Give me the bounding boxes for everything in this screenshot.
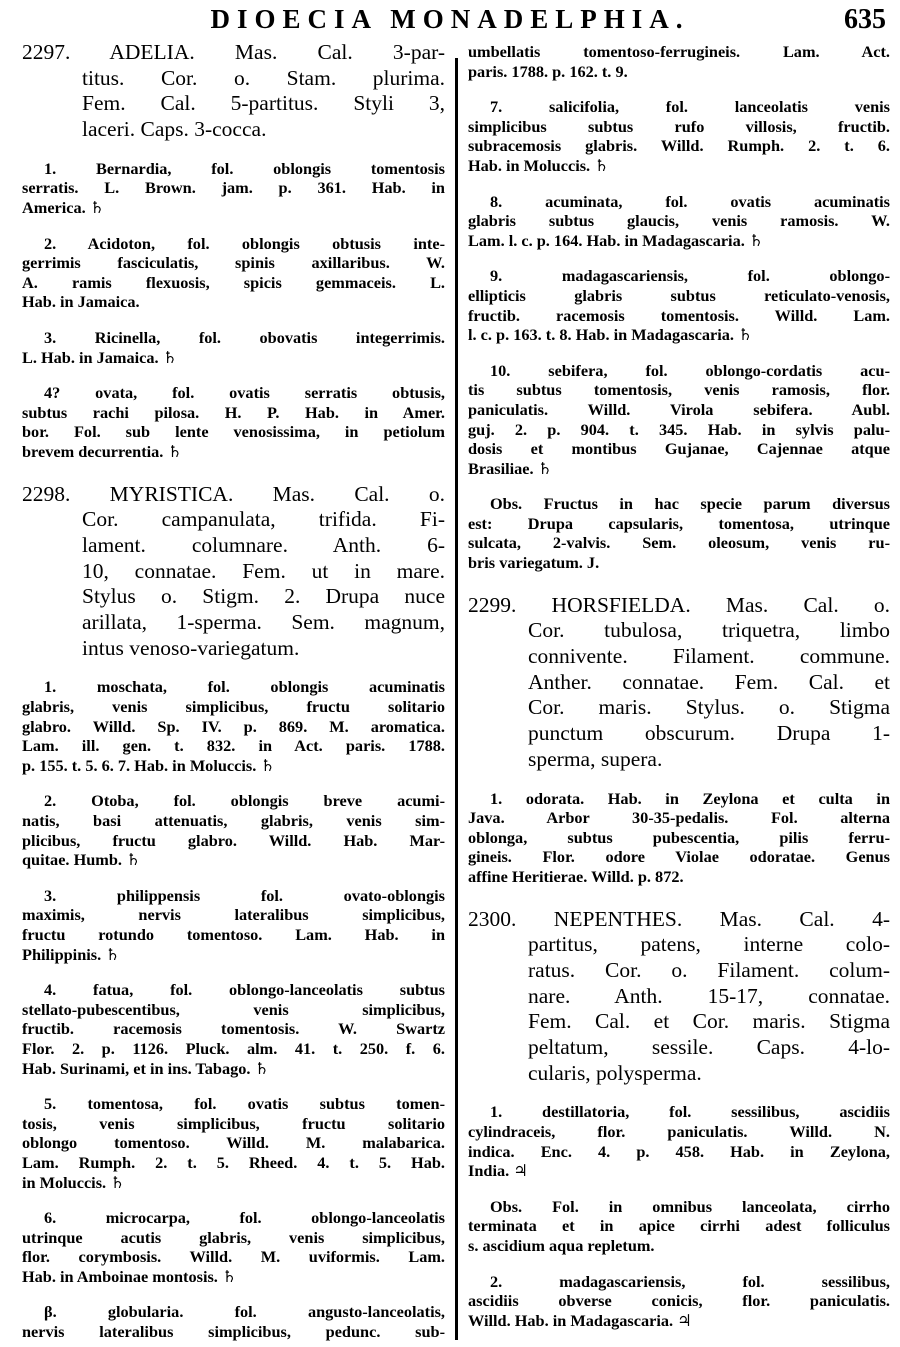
text-line: 2. madagascariensis, fol. sessilibus, <box>490 1271 890 1291</box>
text-line: ratus. Cor. o. Filament. colum- <box>528 957 890 982</box>
text-line: Cor. maris. Stylus. o. Stigma <box>528 695 890 720</box>
text-line: glabro. Willd. Sp. IV. p. 869. M. aromatica. <box>22 716 445 736</box>
species-entry <box>22 791 445 869</box>
text-line: 2300. NEPENTHES. Mas. Cal. 4- <box>468 906 890 931</box>
text-line: 2297. ADELIA. Mas. Cal. 3-par- <box>22 40 445 64</box>
text-line: umbellatis tomentoso-ferrugineis. Lam. Act. <box>468 42 890 61</box>
text-line: 2. Otoba, fol. oblongis breve acumi- <box>44 791 445 811</box>
species-entry <box>22 1094 445 1192</box>
text-line: nare. Anth. 15-17, connatae. <box>528 983 890 1008</box>
left-column <box>22 40 445 1342</box>
text-line: tis subtus tomentosis, venis ramosis, flor. <box>468 380 890 400</box>
text-line: fructib. racemosis tomentosis. W. Swartz <box>22 1019 445 1039</box>
continued-paragraph <box>468 42 890 81</box>
text-line: titus. Cor. o. Stam. plurima. <box>82 65 445 90</box>
text-line: 10. sebifera, fol. oblongo-cordatis acu- <box>490 360 890 380</box>
text-line: Stylus o. Stigm. 2. Drupa nuce <box>82 584 445 609</box>
text-line: 1. odorata. Hab. in Zeylona et culta in <box>490 788 890 808</box>
text-line: America. ♄ <box>22 198 105 217</box>
text-line: β. globularia. fol. angusto-lanceolatis, <box>44 1302 445 1322</box>
text-line: oblongo tomentoso. Willd. M. malabarica. <box>22 1133 445 1153</box>
text-line: bor. Fol. sub lente venosissima, in petiolum <box>22 422 445 442</box>
text-line: 2298. MYRISTICA. Mas. Cal. o. <box>22 481 445 506</box>
text-line: cylindraceis, flor. paniculatis. Willd. N. <box>468 1122 890 1142</box>
text-line: bris variegatum. J. <box>468 553 600 573</box>
text-line: 7. salicifolia, fol. lanceolatis venis <box>490 97 890 117</box>
text-line: lament. columnare. Anth. 6- <box>82 532 445 557</box>
column-divider <box>455 58 458 1340</box>
text-line: intus venoso-variegatum. <box>82 635 300 660</box>
text-line: partitus, patens, interne colo- <box>528 932 890 957</box>
text-line: in Moluccis. ♄ <box>22 1172 125 1192</box>
text-line: connivente. Filament. commune. <box>528 644 890 669</box>
text-line: paniculatis. Willd. Virola sebifera. Aubl. <box>468 399 890 419</box>
text-line: glabris subtus glaucis, venis ramosis. W. <box>468 211 890 231</box>
text-line: 1. Bernardia, fol. oblongis tomentosis <box>44 158 445 178</box>
text-line: 8. acuminata, fol. ovatis acuminatis <box>490 191 890 211</box>
text-line: flor. corymbosis. Willd. M. uviformis. Lam. <box>22 1247 445 1267</box>
text-line: 6. microcarpa, fol. oblongo-lanceolatis <box>44 1208 445 1228</box>
species-entry <box>22 1302 445 1341</box>
text-line: tosis, venis simplicibus, fructu solitario <box>22 1113 445 1133</box>
text-line: maximis, nervis lateralibus simplicibus, <box>22 905 445 925</box>
text-line: Hab. in Moluccis. ♄ <box>468 155 609 175</box>
text-line: cularis, polysperma. <box>528 1060 702 1085</box>
text-line: India. ♃ <box>468 1161 528 1181</box>
text-line: fructu rotundo tomentoso. Lam. Hab. in <box>22 924 445 944</box>
text-line: brevem decurrentia. ♄ <box>22 441 183 461</box>
text-line: 4. fatua, fol. oblongo-lanceolatis subtus <box>44 980 445 1000</box>
text-line: p. 155. t. 5. 6. 7. Hab. in Moluccis. ♄ <box>22 755 275 775</box>
text-line: Philippinis. ♄ <box>22 944 120 964</box>
text-line: 4? ovata, fol. ovatis serratis obtusis, <box>44 383 445 403</box>
text-line: gerrimis fasciculatis, spinis axillaribus. W. <box>22 253 445 273</box>
text-line: stellato-pubescentibus, venis simplicibus, <box>22 999 445 1019</box>
text-line: Flor. 2. p. 1126. Pluck. alm. 41. t. 250. f. 6. <box>22 1038 445 1058</box>
text-line: Lam. Rumph. 2. t. 5. Rheed. 4. t. 5. Hab. <box>22 1152 445 1172</box>
right-column <box>468 42 890 1330</box>
genus-entry <box>468 907 890 1087</box>
text-line: gineis. Flor. odore Violae odoratae. Genus <box>468 847 890 867</box>
text-line: 1. destillatoria, fol. sessilibus, ascidiis <box>490 1102 890 1122</box>
species-entry <box>468 1197 890 1256</box>
species-entry <box>468 789 890 887</box>
species-entry <box>468 361 890 479</box>
text-line: s. ascidium aqua repletum. <box>468 1236 655 1256</box>
species-entry <box>22 328 445 367</box>
text-line: Obs. Fol. in omnibus lanceolata, cirrho <box>490 1196 890 1216</box>
text-line: arillata, 1-sperma. Sem. magnum, <box>82 610 445 635</box>
text-line: subracemosis glabris. Willd. Rumph. 2. t. 6. <box>468 136 890 156</box>
genus-entry <box>468 593 890 773</box>
text-line: Java. Arbor 30-35-pedalis. Fol. alterna <box>468 808 890 828</box>
text-line: 3. philippensis fol. ovato-oblongis <box>44 885 445 905</box>
text-line: nervis lateralibus simplicibus, pedunc. sub- <box>22 1322 445 1342</box>
text-line: Willd. Hab. in Madagascaria. ♃ <box>468 1310 692 1330</box>
species-entry <box>22 677 445 775</box>
species-entry <box>468 494 890 572</box>
text-line: Hab. Surinami, et in ins. Tabago. ♄ <box>22 1058 270 1078</box>
species-entry <box>468 1272 890 1331</box>
text-line: Cor. campanulata, trifida. Fi- <box>82 507 445 532</box>
text-line: laceri. Caps. 3-cocca. <box>82 117 267 142</box>
text-line: Hab. in Jamaica. <box>22 292 140 312</box>
text-line: fructib. racemosis tomentosis. Willd. Lam. <box>468 305 890 325</box>
text-line: subtus rachi pilosa. H. P. Hab. in Amer. <box>22 402 445 422</box>
text-line: Fem. Cal. et Cor. maris. Stigma <box>528 1009 890 1034</box>
text-line: natis, basi attenuatis, glabris, venis sim- <box>22 811 445 831</box>
text-line: simplicibus subtus rufo villosis, fructib. <box>468 116 890 136</box>
text-line: sulcata, 2-valvis. Sem. oleosum, venis ru- <box>468 533 890 553</box>
text-line: 2. Acidoton, fol. oblongis obtusis inte- <box>44 233 445 253</box>
species-entry <box>468 97 890 175</box>
running-head: DIOECIA MONADELPHIA. <box>210 4 690 34</box>
species-entry <box>22 159 445 218</box>
text-line: ascidiis obverse conicis, flor. paniculatis. <box>468 1291 890 1311</box>
text-line: glabris, venis simplicibus, fructu solitario <box>22 697 445 717</box>
page-number: 635 <box>844 4 886 35</box>
text-line: guj. 2. p. 904. t. 345. Hab. in sylvis palu- <box>468 419 890 439</box>
species-entry <box>468 192 890 251</box>
species-entry <box>22 1208 445 1286</box>
text-line: est: Drupa capsularis, tomentosa, utrinque <box>468 513 890 533</box>
text-line: ellipticis glabris subtus reticulato-venosis, <box>468 285 890 305</box>
genus-entry <box>22 40 445 143</box>
text-line: Lam. ill. gen. t. 832. in Act. paris. 1788. <box>22 736 445 756</box>
text-line: Anther. connatae. Fem. Cal. et <box>528 669 890 694</box>
text-line: Hab. in Amboinae montosis. ♄ <box>22 1266 237 1286</box>
text-line: affine Heritierae. Willd. p. 872. <box>468 866 684 886</box>
species-entry <box>468 1102 890 1180</box>
species-entry <box>468 266 890 344</box>
text-line: A. ramis flexuosis, spicis gemmaceis. L. <box>22 272 445 292</box>
text-line: 3. Ricinella, fol. obovatis integerrimis. <box>44 327 445 347</box>
species-entry <box>22 980 445 1078</box>
text-line: 5. tomentosa, fol. ovatis subtus tomen- <box>44 1094 445 1114</box>
text-line: plicibus, fructu glabro. Willd. Hab. Mar- <box>22 830 445 850</box>
text-line: dosis et montibus Gujanae, Cajennae atque <box>468 439 890 459</box>
text-line: 10, connatae. Fem. ut in mare. <box>82 558 445 583</box>
text-line: 9. madagascariensis, fol. oblongo- <box>490 266 890 286</box>
species-entry <box>22 234 445 312</box>
text-line: indica. Enc. 4. p. 458. Hab. in Zeylona, <box>468 1141 890 1161</box>
text-line: utrinque acutis glabris, venis simplicibus, <box>22 1227 445 1247</box>
text-line: oblonga, subtus pubescentia, pilis ferru- <box>468 827 890 847</box>
text-line: l. c. p. 163. t. 8. Hab. in Madagascaria. ♄ <box>468 325 753 345</box>
text-line: quitae. Humb. ♄ <box>22 850 141 870</box>
text-line: L. Hab. in Jamaica. ♄ <box>22 347 178 367</box>
text-line: terminata et in apice cirrhi adest folliculus <box>468 1216 890 1236</box>
text-line: Fem. Cal. 5-partitus. Styli 3, <box>82 91 445 116</box>
text-line: paris. 1788. p. 162. t. 9. <box>468 61 628 81</box>
text-line: Brasiliae. ♄ <box>468 458 553 478</box>
text-line: Cor. tubulosa, triquetra, limbo <box>528 618 890 643</box>
text-line: Obs. Fructus in hac specie parum diversus <box>490 494 890 514</box>
text-line: punctum obscurum. Drupa 1- <box>528 721 890 746</box>
text-line: 2299. HORSFIELDA. Mas. Cal. o. <box>468 592 890 617</box>
text-line: Lam. l. c. p. 164. Hab. in Madagascaria. ♄ <box>468 230 764 250</box>
text-line: peltatum, sessile. Caps. 4-lo- <box>528 1035 890 1060</box>
genus-entry <box>22 482 445 662</box>
text-line: sperma, supera. <box>528 746 663 771</box>
species-entry <box>22 886 445 964</box>
text-line: 1. moschata, fol. oblongis acuminatis <box>44 677 445 697</box>
text-line: serratis. L. Brown. jam. p. 361. Hab. in <box>22 178 445 198</box>
species-entry <box>22 383 445 461</box>
